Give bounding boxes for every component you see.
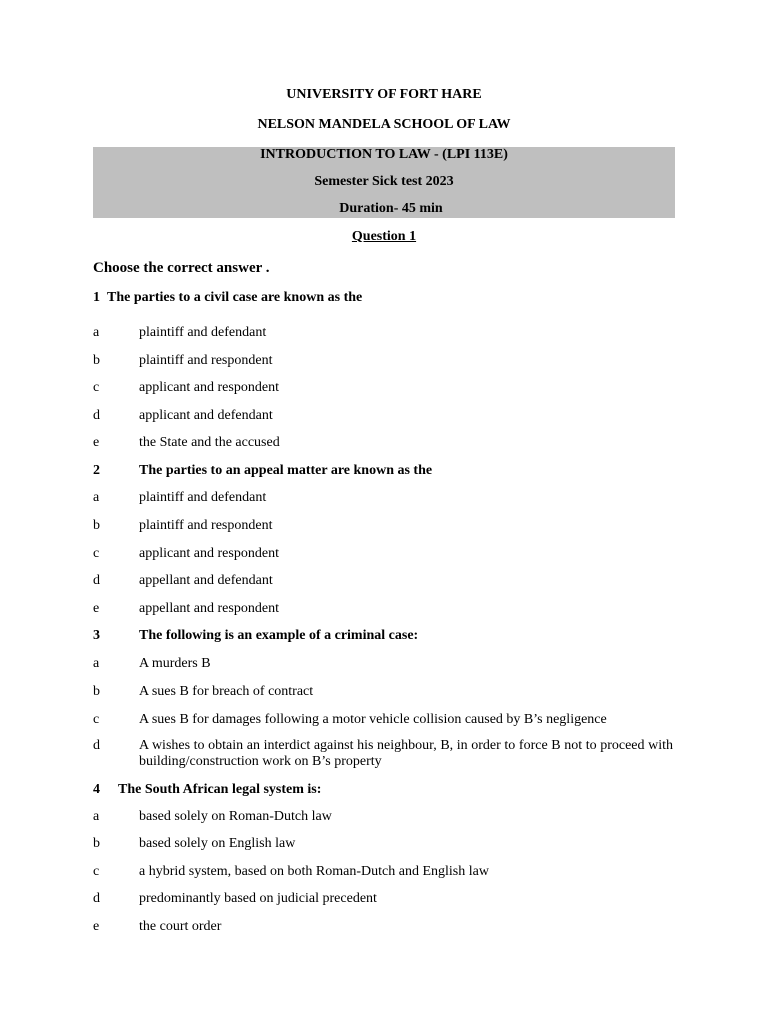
option-letter: e: [93, 919, 100, 934]
option-text: plaintiff and defendant: [139, 325, 267, 340]
option-text: appellant and respondent: [139, 601, 279, 616]
option-letter: b: [93, 684, 100, 699]
option-letter: b: [93, 353, 100, 368]
test-title: Semester Sick test 2023: [314, 174, 454, 189]
option-text: the State and the accused: [139, 435, 280, 450]
option-text: A sues B for damages following a motor vehicle collision caused by B’s negligence: [139, 712, 607, 727]
option-text: based solely on Roman-Dutch law: [139, 809, 332, 824]
option-letter: a: [93, 656, 100, 671]
university-title: UNIVERSITY OF FORT HARE: [286, 87, 482, 102]
option-letter: a: [93, 490, 100, 505]
option-letter: c: [93, 380, 100, 395]
question-text: The parties to a civil case are known as the: [107, 290, 363, 305]
option-letter: b: [93, 518, 100, 533]
option-text: plaintiff and defendant: [139, 490, 267, 505]
course-title: INTRODUCTION TO LAW - (LPI 113E): [260, 147, 508, 162]
option-text: applicant and respondent: [139, 546, 279, 561]
option-text: based solely on English law: [139, 836, 296, 851]
duration-label: Duration- 45 min: [339, 201, 443, 216]
exam-banner: [93, 147, 675, 218]
option-letter: d: [93, 573, 100, 588]
school-title: NELSON MANDELA SCHOOL OF LAW: [257, 117, 511, 132]
option-text: applicant and respondent: [139, 380, 279, 395]
option-text: predominantly based on judicial precedent: [139, 891, 377, 906]
option-text: a hybrid system, based on both Roman-Dutch and English law: [139, 864, 489, 879]
option-letter: d: [93, 738, 100, 753]
option-letter: d: [93, 408, 100, 423]
option-text: plaintiff and respondent: [139, 353, 273, 368]
option-text: applicant and defendant: [139, 408, 273, 423]
question-text: The parties to an appeal matter are known as the: [139, 463, 433, 478]
option-letter: d: [93, 891, 100, 906]
option-letter: c: [93, 712, 100, 727]
option-letter: b: [93, 836, 100, 851]
option-letter: e: [93, 601, 100, 616]
option-text: the court order: [139, 919, 222, 934]
option-letter: e: [93, 435, 100, 450]
question-number: 4: [93, 782, 100, 797]
option-text: A sues B for breach of contract: [139, 684, 314, 699]
option-text: A murders B: [139, 656, 211, 671]
option-text: appellant and defendant: [139, 573, 273, 588]
option-letter: c: [93, 546, 100, 561]
question-text: The South African legal system is:: [118, 782, 322, 797]
option-letter: a: [93, 325, 100, 340]
question-number: 2: [93, 463, 100, 478]
option-text: plaintiff and respondent: [139, 518, 273, 533]
instruction-text: Choose the correct answer .: [93, 260, 270, 276]
option-text: A wishes to obtain an interdict against his neighbour, B, in order to force B not to proceed with building/construction work on B’s property: [139, 738, 673, 769]
option-letter: a: [93, 809, 100, 824]
question-text: The following is an example of a criminal case:: [139, 628, 419, 643]
option-letter: c: [93, 864, 100, 879]
question-number: 3: [93, 628, 100, 643]
section-title: Question 1: [351, 229, 417, 244]
question-number: 1: [93, 290, 100, 305]
